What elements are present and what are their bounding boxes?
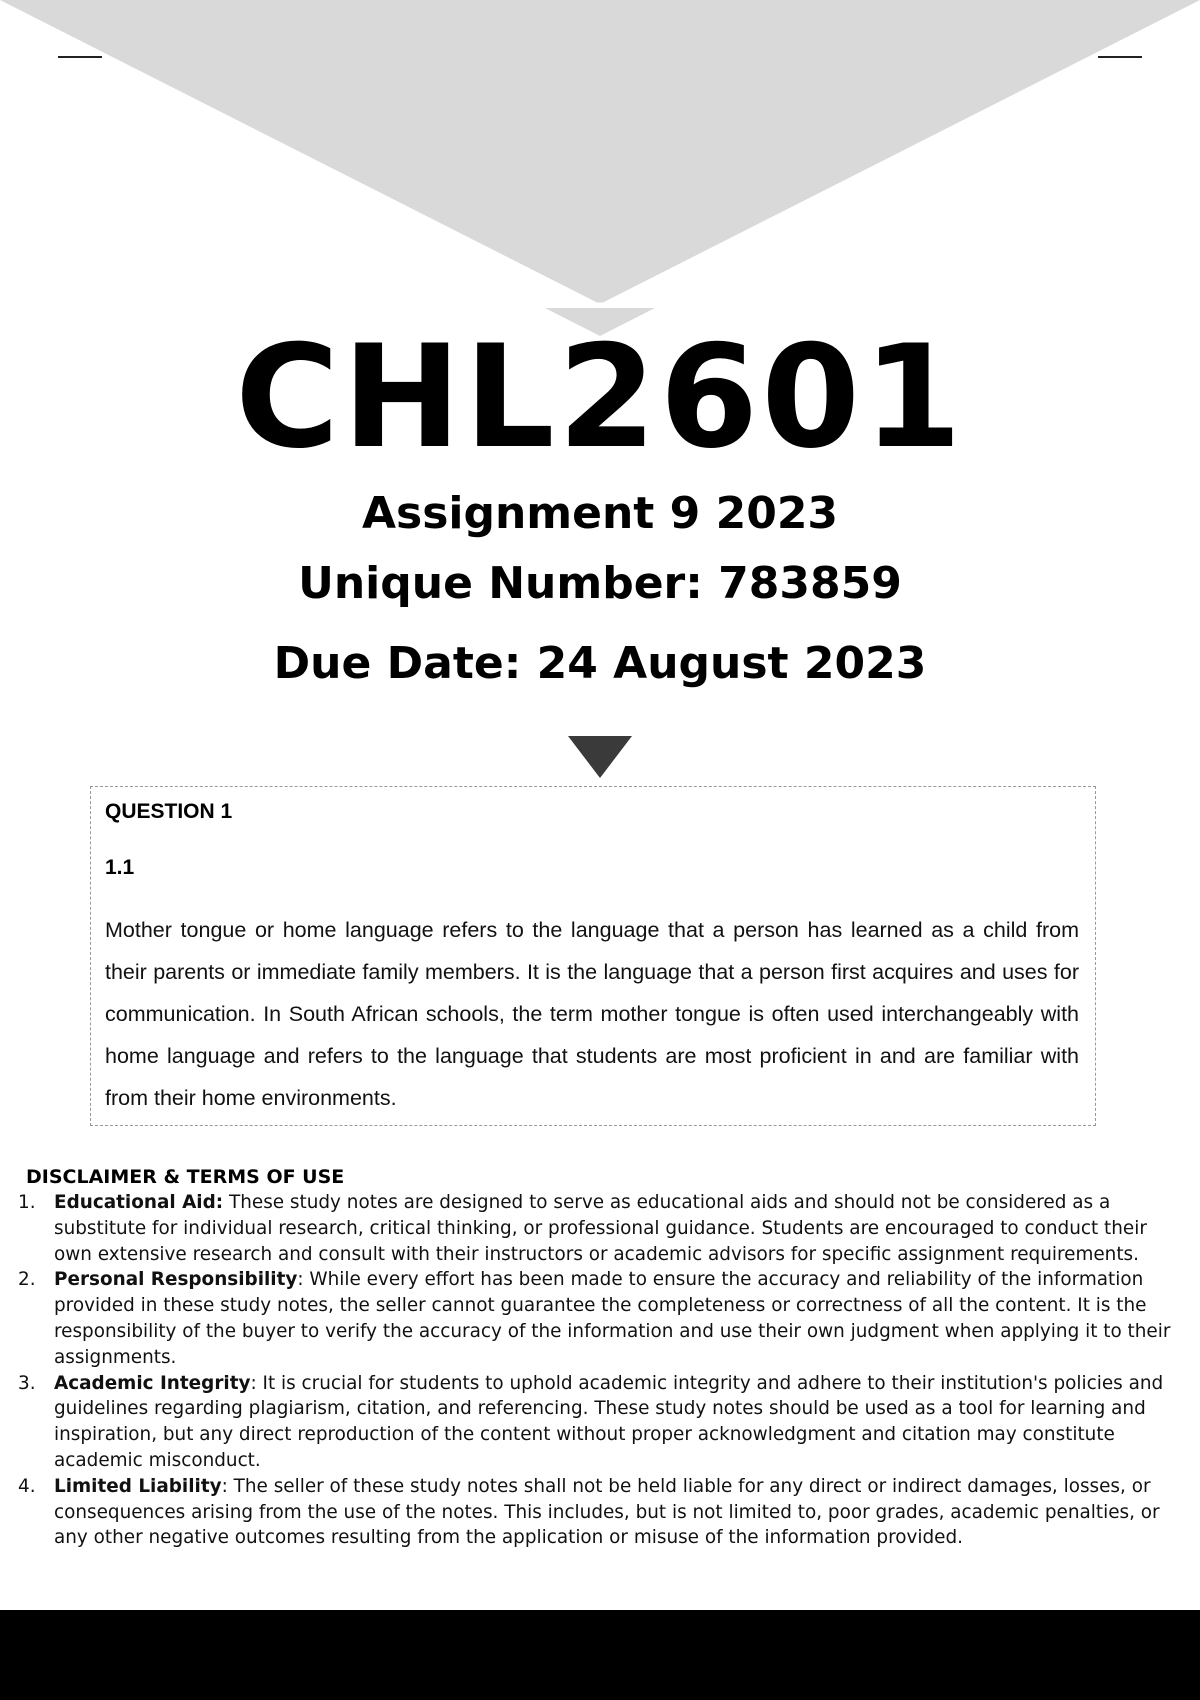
term-item-limited-liability	[18, 1474, 1188, 1551]
question-subnumber: 1.1	[105, 856, 135, 879]
term-item-educational-aid	[18, 1190, 1188, 1267]
down-arrow-icon	[568, 736, 632, 778]
question-heading: QUESTION 1	[105, 800, 233, 823]
question-preview-box	[90, 786, 1096, 1126]
term-title: Educational Aid:	[54, 1192, 224, 1213]
term-title: Academic Integrity	[54, 1372, 251, 1394]
term-number: 4.	[18, 1475, 36, 1497]
assignment-title: Assignment 9 2023	[361, 488, 839, 539]
term-item-personal-responsibility	[18, 1267, 1188, 1370]
corner-rule-left	[58, 56, 102, 58]
term-title: Personal Responsibility	[54, 1269, 298, 1291]
disclaimer-section	[18, 1164, 1188, 1551]
question-answer-text: Mother tongue or home language refers to the language that a person has learned as a child from their parents or immediate family members. It is the language that a person first acquires and uses for communication. In South African schools, the term mother tongue is often used interchangeably with home language and refers to the language that students are most proficient in and are familiar with from their home environments.	[105, 918, 1079, 1110]
terms-list	[18, 1190, 1188, 1551]
term-text: : The seller of these study notes shall not be held liable for any direct or indirect damages, losses, or consequences arising from the use of the notes. This includes, but is not limited to, poor grades, academic penalties, or any other negative outcomes resulting from the application or misuse of the information provided.	[54, 1475, 1160, 1549]
term-number: 3.	[18, 1372, 36, 1394]
unique-number: Unique Number: 783859	[298, 558, 902, 609]
course-code-title: CHL2601	[235, 315, 965, 480]
top-chevron-decoration	[0, 0, 1200, 340]
footer-bar	[0, 1610, 1200, 1700]
term-text: These study notes are designed to serve as educational aids and should not be considered as a substitute for individual research, critical thinking, or professional guidance. Students are encouraged to conduct their own extensive research and consult with their instructors or academic advisors for specific assignment requirements.	[54, 1192, 1147, 1265]
term-number: 1.	[18, 1192, 36, 1213]
term-item-academic-integrity	[18, 1371, 1188, 1474]
corner-rule-right	[1098, 56, 1142, 58]
term-number: 2.	[18, 1269, 36, 1291]
term-text: : It is crucial for students to uphold academic integrity and adhere to their institution's policies and guidelines regarding plagiarism, citation, and referencing. These study notes should be used as a tool for learning and inspiration, but any direct reproduction of the content without proper acknowledgment and citation may constitute academic misconduct.	[54, 1372, 1164, 1471]
term-text: : While every effort has been made to ensure the accuracy and reliability of the information provided in these study notes, the seller cannot guarantee the completeness or correctness of all the content. It is the responsibility of the buyer to verify the accuracy of the information and use their own judgment when applying it to their assignments.	[54, 1269, 1171, 1368]
due-date: Due Date: 24 August 2023	[273, 638, 927, 689]
term-title: Limited Liability	[54, 1475, 222, 1497]
disclaimer-title: DISCLAIMER & TERMS OF USE	[26, 1166, 345, 1188]
